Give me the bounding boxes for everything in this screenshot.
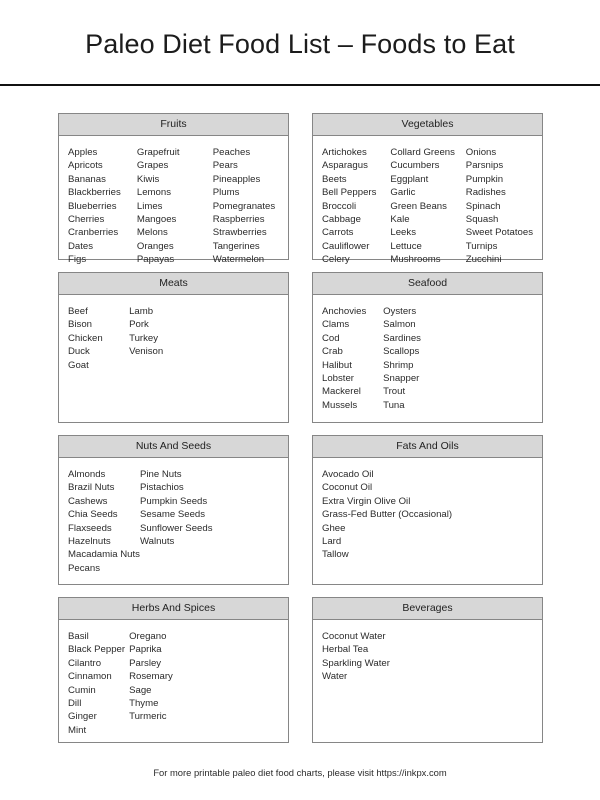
food-item: Rosemary [129, 671, 173, 683]
food-item: Venison [129, 346, 164, 358]
food-item: Sparkling Water [322, 657, 390, 669]
item-column [213, 146, 279, 267]
food-item: Watermelon [212, 254, 265, 266]
food-item: Onions [465, 147, 497, 158]
food-item: Strawberries [212, 227, 267, 239]
food-item: Ginger [68, 711, 97, 723]
food-item: Walnuts [139, 536, 175, 548]
food-item: Cod [322, 332, 340, 344]
food-item: Pine Nuts [139, 469, 182, 480]
food-item: Trout [383, 386, 406, 398]
item-column [68, 146, 137, 267]
food-item: Coconut Oil [322, 482, 373, 494]
food-item: Lard [322, 536, 342, 548]
food-item: Tangerines [212, 240, 260, 252]
food-item: Pumpkin [465, 173, 504, 185]
item-column [129, 305, 279, 416]
category-items [59, 136, 288, 273]
food-item: Beets [322, 173, 347, 185]
food-item: Pecans [68, 562, 100, 574]
food-item: Cilantro [68, 657, 102, 669]
category-title: Herbs And Spices [59, 598, 288, 620]
food-item: Asparagus [322, 160, 368, 172]
food-item: Dates [68, 240, 94, 252]
page-title: Paleo Diet Food List – Foods to Eat [85, 29, 515, 59]
food-item: Cinnamon [68, 671, 112, 683]
category-grid [58, 113, 543, 743]
food-item: Avocado Oil [322, 469, 374, 480]
item-column [466, 146, 533, 267]
food-item: Kale [390, 214, 410, 226]
food-item: Ghee [322, 522, 346, 534]
food-item: Eggplant [390, 173, 429, 185]
food-item: Shrimp [383, 359, 414, 371]
food-item: Sweet Potatoes [465, 227, 533, 239]
food-item: Lettuce [390, 240, 422, 252]
food-item: Pork [129, 319, 149, 331]
food-item: Oregano [129, 631, 167, 642]
food-item: Sage [129, 684, 152, 696]
food-item: Turnips [465, 240, 498, 252]
food-item: Chia Seeds [68, 509, 118, 521]
food-item: Crab [322, 346, 343, 358]
food-item: Clams [322, 319, 350, 331]
category-items [313, 620, 542, 742]
food-item: Melons [136, 227, 168, 239]
food-item: Blueberries [68, 200, 117, 212]
category-items [313, 136, 542, 273]
food-item: Peaches [212, 147, 251, 158]
food-item: Parsley [129, 657, 162, 669]
category-card [312, 272, 543, 423]
food-item: Lemons [136, 187, 171, 199]
food-item: Bison [68, 319, 92, 331]
food-item: Apples [68, 147, 98, 158]
food-item: Cherries [68, 214, 105, 226]
category-title: Fruits [59, 114, 288, 136]
food-item: Apricots [68, 160, 103, 172]
food-item: Water [322, 671, 348, 683]
food-item: Blackberries [68, 187, 121, 199]
category-title: Nuts And Seeds [59, 436, 288, 458]
food-item: Flaxseeds [68, 522, 112, 534]
category-title: Fats And Oils [313, 436, 542, 458]
food-item: Chicken [68, 332, 103, 344]
food-item: Pistachios [139, 482, 184, 494]
title-divider [0, 84, 600, 86]
item-column [322, 305, 383, 416]
food-item: Cranberries [68, 227, 119, 239]
food-item: Leeks [390, 227, 416, 239]
food-item: Pineapples [212, 173, 261, 185]
food-item: Halibut [322, 359, 352, 371]
category-title: Meats [59, 273, 288, 295]
food-item: Turmeric [129, 711, 167, 723]
food-item: Mussels [322, 399, 358, 411]
food-item: Lamb [129, 306, 154, 317]
food-item: Basil [68, 631, 89, 642]
food-item: Plums [212, 187, 240, 199]
food-item: Parsnips [465, 160, 504, 172]
food-item: Sardines [383, 332, 421, 344]
food-item: Herbal Tea [322, 644, 369, 656]
food-item: Grass-Fed Butter (Occasional) [322, 509, 453, 521]
food-item: Garlic [390, 187, 416, 199]
food-item: Black Pepper [68, 644, 126, 656]
category-items [59, 458, 288, 584]
item-column [383, 305, 533, 416]
item-column [322, 630, 533, 736]
food-item: Scallops [383, 346, 420, 358]
food-item: Thyme [129, 698, 159, 710]
food-item: Anchovies [322, 306, 367, 317]
food-item: Pomegranates [212, 200, 276, 212]
category-card [58, 597, 289, 743]
food-item: Macadamia Nuts [68, 549, 140, 561]
item-column [129, 630, 279, 737]
food-item: Grapefruit [136, 147, 180, 158]
food-item: Coconut Water [322, 631, 386, 642]
food-item: Grapes [136, 160, 169, 172]
category-title: Beverages [313, 598, 542, 620]
item-column [322, 468, 533, 578]
food-item: Paprika [129, 644, 162, 656]
footer-text: For more printable paleo diet food charts, please visit https://inkpx.com [153, 767, 447, 778]
food-item: Tuna [383, 399, 405, 411]
food-item: Figs [68, 254, 87, 266]
food-item: Oranges [136, 240, 174, 252]
item-column [390, 146, 465, 267]
food-item: Celery [322, 254, 350, 266]
item-column [68, 630, 129, 737]
food-item: Kiwis [136, 173, 160, 185]
food-item: Zucchini [465, 254, 502, 266]
category-card [58, 435, 289, 585]
food-item: Snapper [383, 373, 420, 385]
food-item: Dill [68, 698, 82, 710]
food-item: Carrots [322, 227, 354, 239]
food-item: Almonds [68, 469, 106, 480]
food-item: Mackerel [322, 386, 361, 398]
food-item: Limes [136, 200, 163, 212]
food-item: Pumpkin Seeds [139, 495, 208, 507]
category-items [313, 295, 542, 422]
food-item: Sunflower Seeds [139, 522, 213, 534]
food-item: Cucumbers [390, 160, 440, 172]
page-footer [0, 763, 600, 781]
food-item: Bananas [68, 173, 106, 185]
food-item: Cauliflower [322, 240, 370, 252]
page-header [0, 0, 600, 86]
category-title: Vegetables [313, 114, 542, 136]
food-item: Mint [68, 724, 87, 736]
food-item: Mangoes [136, 214, 177, 226]
item-column [322, 146, 390, 267]
food-item: Cumin [68, 684, 96, 696]
food-item: Raspberries [212, 214, 265, 226]
category-items [59, 620, 288, 743]
category-card [312, 435, 543, 585]
food-item: Pears [212, 160, 238, 172]
food-item: Broccoli [322, 200, 357, 212]
item-column [68, 305, 129, 416]
category-card [58, 272, 289, 423]
food-item: Bell Peppers [322, 187, 377, 199]
food-item: Oysters [383, 306, 417, 317]
food-item: Duck [68, 346, 90, 358]
food-item: Papayas [136, 254, 175, 266]
food-item: Lobster [322, 373, 354, 385]
category-card [58, 113, 289, 266]
food-item: Salmon [383, 319, 416, 331]
item-column [140, 468, 279, 578]
item-column [68, 468, 140, 578]
category-card [312, 597, 543, 743]
food-item: Spinach [465, 200, 501, 212]
food-item: Artichokes [322, 147, 367, 158]
category-card [312, 113, 543, 266]
food-item: Turkey [129, 332, 159, 344]
category-items [313, 458, 542, 584]
food-item: Cashews [68, 495, 108, 507]
food-item: Cabbage [322, 214, 361, 226]
food-item: Brazil Nuts [68, 482, 115, 494]
item-column [137, 146, 213, 267]
food-item: Mushrooms [390, 254, 441, 266]
food-item: Green Beans [390, 200, 447, 212]
food-item: Tallow [322, 549, 349, 561]
food-item: Beef [68, 306, 88, 317]
food-item: Collard Greens [390, 147, 455, 158]
food-item: Radishes [465, 187, 506, 199]
food-item: Extra Virgin Olive Oil [322, 495, 411, 507]
food-item: Goat [68, 359, 89, 371]
category-title: Seafood [313, 273, 542, 295]
food-item: Squash [465, 214, 499, 226]
food-item: Sesame Seeds [139, 509, 206, 521]
category-items [59, 295, 288, 422]
food-item: Hazelnuts [68, 536, 111, 548]
